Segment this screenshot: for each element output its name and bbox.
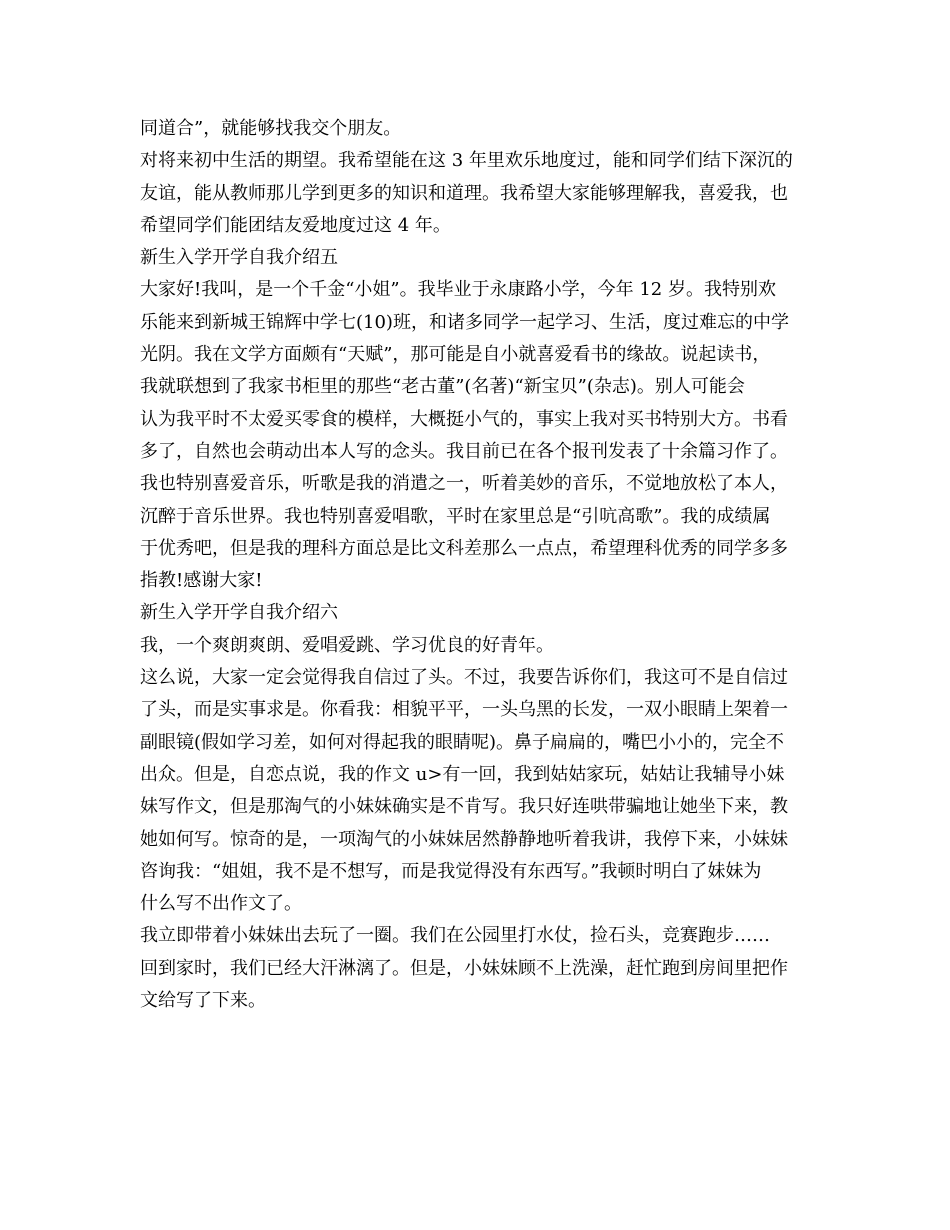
text-line: 了头，而是实事求是。你看我：相貌平平，一头乌黑的长发，一双小眼睛上架着一 bbox=[140, 699, 788, 721]
text-line: 我就联想到了我家书柜里的那些“老古董”(名著)“新宝贝”(杂志)。别人可能会 bbox=[140, 376, 745, 398]
text-line: 出众。但是，自恋点说，我的作文 u>有一回，我到姑姑家玩，姑姑让我辅导小妹 bbox=[140, 763, 785, 785]
text-line: 认为我平时不太爱买零食的模样，大概挺小气的，事实上我对买书特别大方。书看 bbox=[140, 408, 788, 430]
text-line: 大家好!我叫，是一个千金“小姐”。我毕业于永康路小学，今年 12 岁。我特别欢 bbox=[140, 279, 776, 301]
text-line: 对将来初中生活的期望。我希望能在这 3 年里欢乐地度过，能和同学们结下深沉的 bbox=[140, 150, 793, 172]
section-heading: 新生入学开学自我介绍六 bbox=[140, 602, 338, 624]
text-line: 她如何写。惊奇的是，一项淘气的小妹妹居然静静地听着我讲，我停下来，小妹妹 bbox=[140, 828, 788, 850]
text-line: 妹写作文，但是那淘气的小妹妹确实是不肯写。我只好连哄带骗地让她坐下来，教 bbox=[140, 796, 788, 818]
text-line: 咨询我：“姐姐，我不是不想写，而是我觉得没有东西写。”我顿时明白了妹妹为 bbox=[140, 860, 762, 882]
text-line: 我也特别喜爱音乐，听歌是我的消遣之一，听着美妙的音乐，不觉地放松了本人， bbox=[140, 473, 788, 495]
text-line: 我立即带着小妹妹出去玩了一圈。我们在公园里打水仗，捡石头，竞赛跑步…… bbox=[140, 925, 770, 947]
text-line: 光阴。我在文学方面颇有“天赋”，那可能是自小就喜爱看书的缘故。说起读书， bbox=[140, 344, 771, 366]
text-line: 这么说，大家一定会觉得我自信过了头。不过，我要告诉你们，我这可不是自信过 bbox=[140, 667, 788, 689]
text-line: 多了，自然也会萌动出本人写的念头。我目前已在各个报刊发表了十余篇习作了。 bbox=[140, 440, 788, 462]
text-line: 希望同学们能团结友爱地度过这 4 年。 bbox=[140, 214, 451, 236]
section-heading: 新生入学开学自我介绍五 bbox=[140, 247, 338, 269]
text-line: 乐能来到新城王锦辉中学七(10)班，和诸多同学一起学习、生活，度过难忘的中学 bbox=[140, 311, 789, 333]
text-line: 指教!感谢大家! bbox=[140, 570, 263, 592]
text-line: 同道合”，就能够找我交个朋友。 bbox=[140, 118, 402, 139]
text-line: 于优秀吧，但是我的理科方面总是比文科差那么一点点，希望理科优秀的同学多多 bbox=[140, 537, 788, 559]
text-line: 文给写了下来。 bbox=[140, 990, 266, 1012]
text-line: 什么写不出作文了。 bbox=[140, 893, 302, 915]
text-line: 我，一个爽朗爽朗、爱唱爱跳、学习优良的好青年。 bbox=[140, 634, 554, 656]
document-page bbox=[140, 113, 812, 1017]
text-line: 回到家时，我们已经大汗淋漓了。但是，小妹妹顾不上洗澡，赶忙跑到房间里把作 bbox=[140, 957, 788, 979]
text-line: 沉醉于音乐世界。我也特别喜爱唱歌，平时在家里总是“引吭高歌”。我的成绩属 bbox=[140, 505, 771, 527]
text-line: 副眼镜(假如学习差，如何对得起我的眼睛呢)。鼻子扁扁的，嘴巴小小的，完全不 bbox=[140, 731, 785, 753]
text-line: 友谊，能从教师那儿学到更多的知识和道理。我希望大家能够理解我，喜爱我，也 bbox=[140, 182, 788, 204]
